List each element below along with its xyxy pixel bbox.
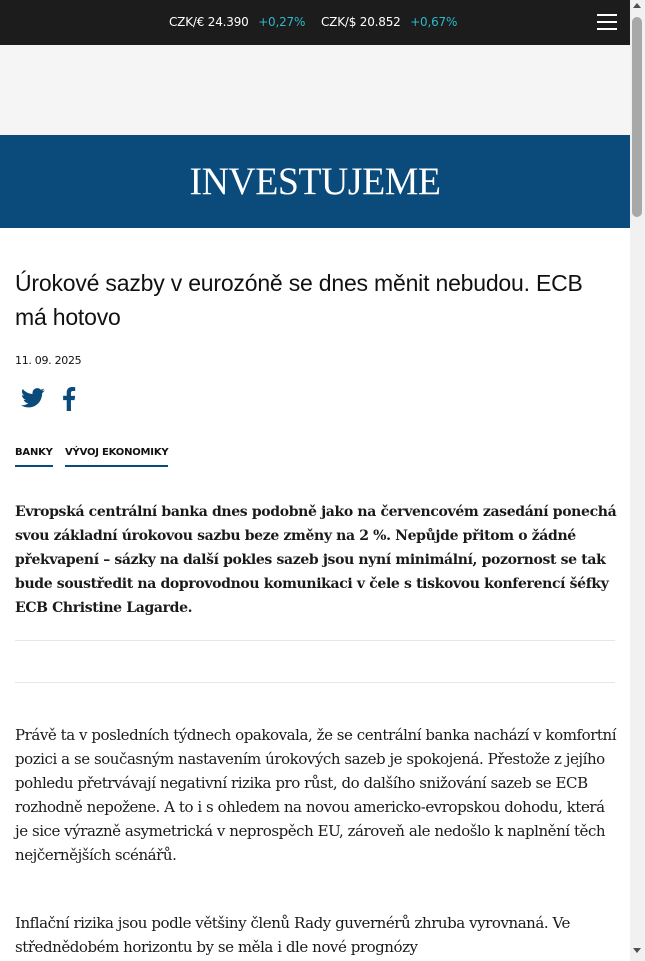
ticker-eur-pair: CZK/€: [169, 15, 205, 29]
ticker-usd-change: +0,67%: [410, 15, 458, 29]
ticker-usd-value: 20.852: [359, 15, 401, 29]
article-title: Úrokové sazby v eurozóně se dnes měnit nebudou. ECB má hotovo: [15, 270, 583, 330]
article-date: 11. 09. 2025: [15, 354, 82, 367]
article-perex: Evropská centrální banka dnes podobně jako na červencovém zasedání ponechá svou základní úrokovou sazbu beze změny na 2 %. Nepůjde přitom o žádné překvapení – sázky na další pokles sazeb jsou nyní minimální, pozornost se tak bude soustředit na doprovodnou komunikaci v čele s tiskovou konferencí šéfky ECB Christine Lagarde.: [15, 504, 617, 616]
facebook-icon[interactable]: [62, 387, 78, 411]
article-paragraph: Právě ta v posledních týdnech opakovala, že se centrální banka nachází v komfortní pozici a se současným nastavením úrokových sazeb je spokojená. Přestože z jejího pohledu přetrvávají negativní rizika pro růst, do dalšího snižování sazeb se ECB rozhodně nepožene. A to i s ohledem na novou americko-evropskou dohodu, která je sice výrazně asymetrická v neprospěch EU, zároveň ale nedošlo k naplnění těch nejčernějších scénářů.: [15, 726, 617, 864]
scroll-down-arrow-icon[interactable]: [633, 948, 641, 953]
ticker-eur-change: +0,27%: [258, 15, 306, 29]
divider: [15, 640, 615, 641]
ad-slot: [0, 45, 630, 135]
site-logo[interactable]: INVESTUJEME: [189, 160, 441, 203]
facebook-icon-glyph: [62, 387, 76, 411]
tag-banky[interactable]: BANKY: [15, 446, 53, 467]
scrollbar-thumb[interactable]: [632, 17, 642, 217]
tag-vyvoj-ekonomiky[interactable]: VÝVOJ EKONOMIKY: [65, 446, 168, 467]
menu-bar: [597, 14, 617, 16]
ticker-usd-pair: CZK/$: [321, 15, 357, 29]
divider: [15, 682, 615, 683]
hamburger-icon[interactable]: [597, 14, 617, 31]
brand-header: [0, 135, 630, 228]
twitter-icon[interactable]: [21, 387, 45, 411]
ticker-usd[interactable]: [321, 15, 457, 29]
scroll-up-arrow-icon[interactable]: [633, 3, 641, 8]
ticker-eur[interactable]: [169, 15, 305, 29]
article-paragraph: Inflační rizika jsou podle většiny členů Rady guvernérů zhruba vyrovnaná. Ve střednědobém horizontu by se měla i dle nové prognózy: [15, 914, 570, 956]
menu-bar: [597, 28, 617, 30]
ticker-eur-value: 24.390: [207, 15, 249, 29]
currency-ticker-bar: [0, 0, 630, 45]
twitter-icon-glyph: [21, 387, 45, 409]
menu-bar: [597, 21, 617, 23]
vertical-scrollbar[interactable]: [630, 0, 645, 961]
